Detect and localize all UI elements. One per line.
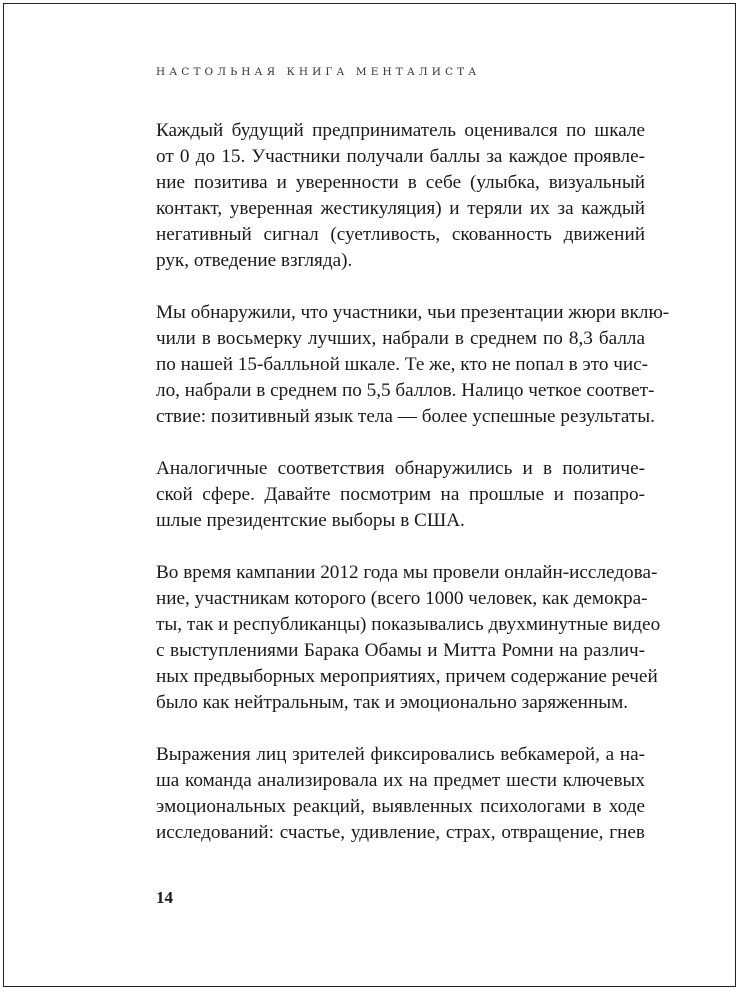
text-line: ствие: позитивный язык тела — более успешные результаты. xyxy=(156,406,655,427)
text-line: Аналогичные соответствия обнаружились и в политиче- xyxy=(156,458,645,479)
text-line: негативный сигнал (суетливость, скованность движений xyxy=(156,224,645,245)
paragraph xyxy=(156,456,645,534)
body-text xyxy=(156,118,670,872)
paragraph xyxy=(156,300,670,430)
text-line: было как нейтральным, так и эмоционально заряженным. xyxy=(156,692,629,713)
text-line: Каждый будущий предприниматель оценивался по шкале xyxy=(156,120,645,141)
text-line: чили в восьмерку лучших, набрали в среднем по 8,3 балла xyxy=(156,328,645,349)
text-line: по нашей 15-балльной шкале. Те же, кто не попал в это чис- xyxy=(156,354,649,375)
text-line: Выражения лиц зрителей фиксировались вебкамерой, а на- xyxy=(156,744,645,765)
text-line: рук, отведение взгляда). xyxy=(156,250,353,271)
book-page xyxy=(3,3,736,987)
paragraph xyxy=(156,118,645,274)
text-line: исследований: счастье, удивление, страх, отвращение, гнев xyxy=(156,822,645,843)
paragraph xyxy=(156,560,661,716)
text-line: шлые президентские выборы в США. xyxy=(156,510,465,531)
text-line: ло, набрали в среднем по 5,5 баллов. Налицо четкое соответ- xyxy=(156,380,655,401)
page-number: 14 xyxy=(156,888,173,907)
text-line: ных предвыборных мероприятиях, причем содержание речей xyxy=(156,666,658,687)
running-head: НАСТОЛЬНАЯ КНИГА МЕНТАЛИСТА xyxy=(156,66,481,78)
text-line: контакт, уверенная жестикуляция) и теряли их за каждый xyxy=(156,198,645,219)
text-line: ской сфере. Давайте посмотрим на прошлые и позапро- xyxy=(156,484,645,505)
text-line: ша команда анализировала их на предмет шести ключевых xyxy=(156,770,645,791)
text-line: Мы обнаружили, что участники, чьи презентации жюри вклю- xyxy=(156,302,670,323)
text-line: эмоциональных реакций, выявленных психологами в ходе xyxy=(156,796,645,817)
text-line: ние позитива и уверенности в себе (улыбка, визуальный xyxy=(156,172,645,193)
paragraph xyxy=(156,742,645,846)
text-line: с выступлениями Барака Обамы и Митта Ромни на различ- xyxy=(156,640,645,661)
text-line: Во время кампании 2012 года мы провели онлайн-исследова- xyxy=(156,562,658,583)
text-line: ние, участникам которого (всего 1000 человек, как демокра- xyxy=(156,588,648,609)
text-line: ты, так и республиканцы) показывались двухминутные видео xyxy=(156,614,661,635)
text-line: от 0 до 15. Участники получали баллы за каждое проявле- xyxy=(156,146,645,167)
